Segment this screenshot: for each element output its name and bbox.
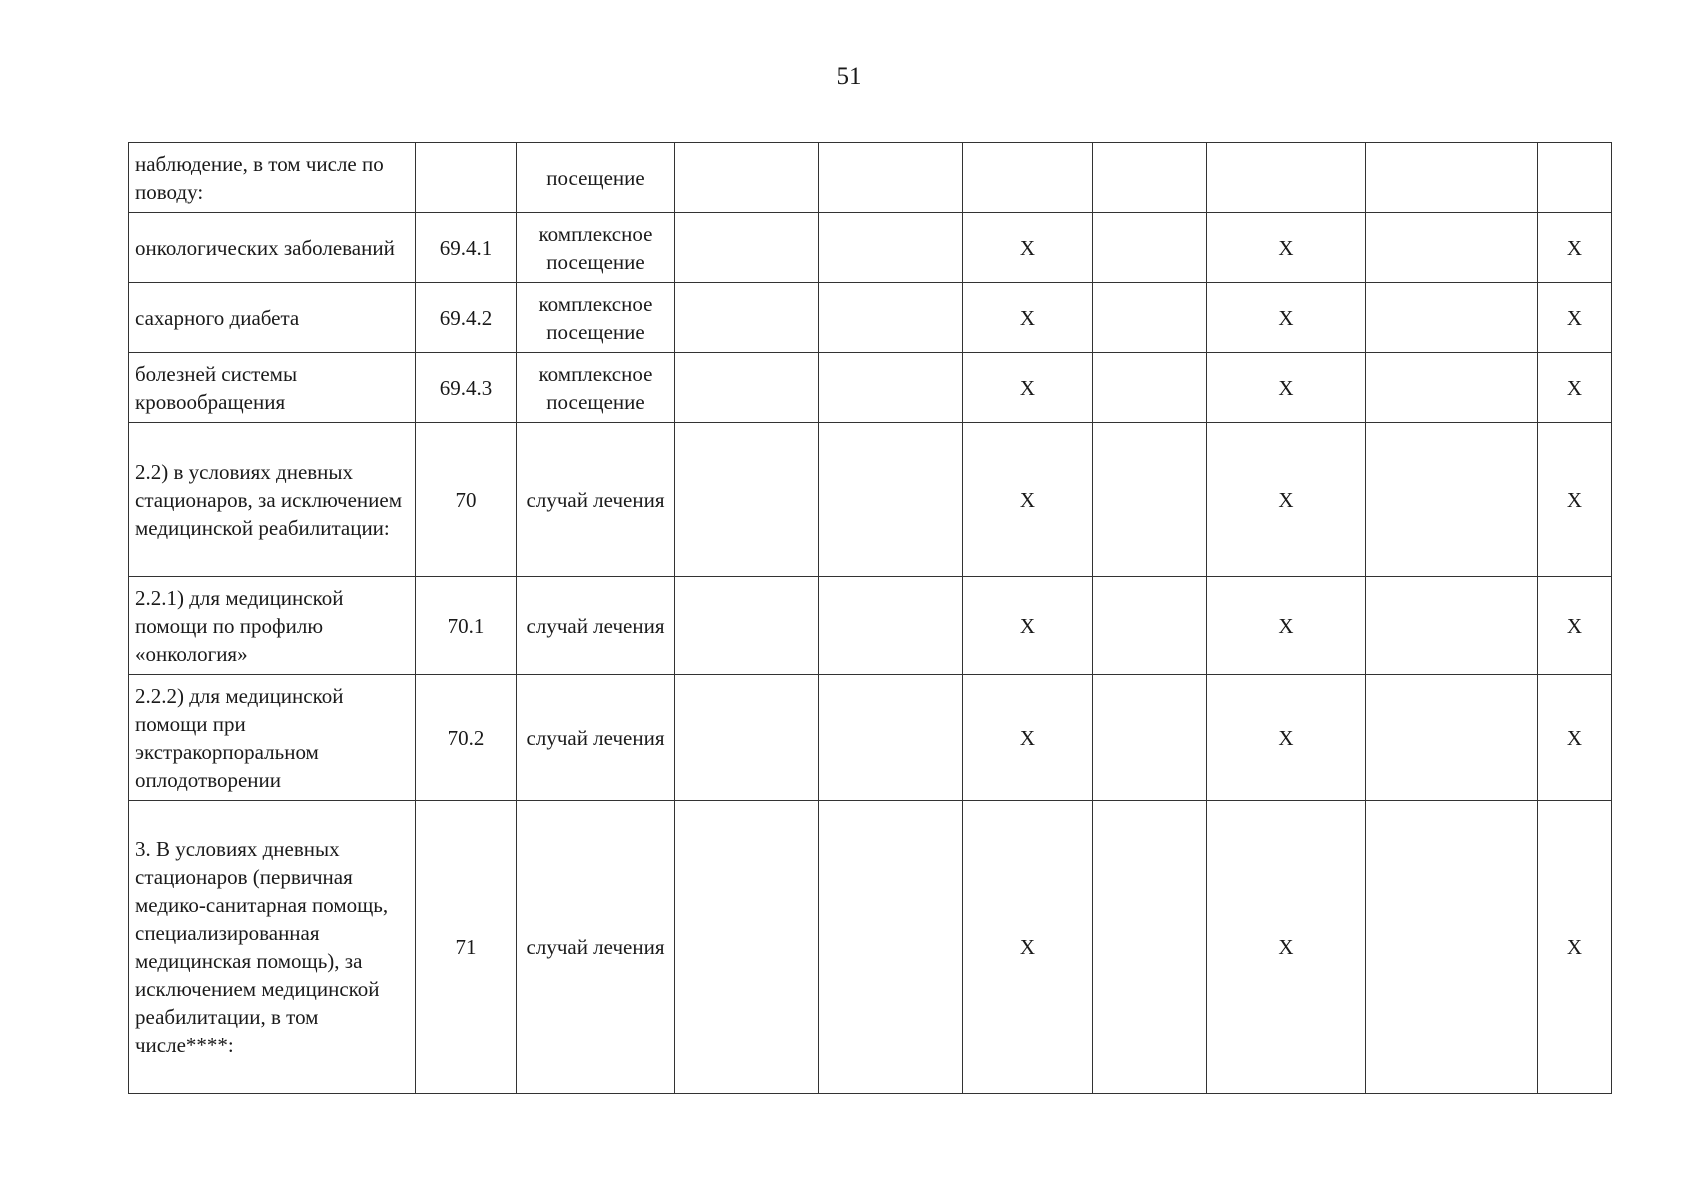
row-value-cell <box>675 801 819 1094</box>
row-value-cell <box>675 577 819 675</box>
row-value-cell: X <box>963 801 1093 1094</box>
row-value-cell <box>1538 143 1612 213</box>
row-code-cell <box>416 143 517 213</box>
row-name-cell: 2.2.2) для медицинской помощи при экстракорпоральном оплодотворении <box>129 675 416 801</box>
row-value-cell <box>1366 801 1538 1094</box>
row-unit-cell: случай лечения <box>517 801 675 1094</box>
row-value-cell <box>1093 353 1207 423</box>
row-value-cell: X <box>1538 675 1612 801</box>
row-value-cell <box>819 213 963 283</box>
page-number: 51 <box>836 63 862 90</box>
table-row <box>129 283 1612 353</box>
row-name-cell: наблюдение, в том числе по поводу: <box>129 143 416 213</box>
row-value-cell: X <box>1207 213 1366 283</box>
row-value-cell <box>1366 577 1538 675</box>
row-value-cell <box>1366 213 1538 283</box>
row-unit-cell: случай лечения <box>517 423 675 577</box>
data-table <box>128 142 1612 1094</box>
row-value-cell <box>1366 675 1538 801</box>
row-value-cell <box>819 283 963 353</box>
row-code-cell: 70.2 <box>416 675 517 801</box>
row-value-cell: X <box>1207 675 1366 801</box>
row-unit-cell: комплексное посещение <box>517 213 675 283</box>
row-value-cell: X <box>963 213 1093 283</box>
row-value-cell <box>819 801 963 1094</box>
row-value-cell <box>1366 423 1538 577</box>
table-row <box>129 423 1612 577</box>
row-value-cell: X <box>963 283 1093 353</box>
table-row <box>129 353 1612 423</box>
row-value-cell <box>1093 213 1207 283</box>
row-value-cell <box>675 675 819 801</box>
table-row <box>129 577 1612 675</box>
row-value-cell <box>819 423 963 577</box>
row-value-cell: X <box>1538 801 1612 1094</box>
row-value-cell <box>819 577 963 675</box>
row-value-cell <box>675 283 819 353</box>
row-value-cell: X <box>1538 423 1612 577</box>
row-name-cell: болезней системы кровообращения <box>129 353 416 423</box>
row-value-cell <box>1366 353 1538 423</box>
row-value-cell: X <box>963 353 1093 423</box>
row-unit-cell: комплексное посещение <box>517 353 675 423</box>
table-row <box>129 213 1612 283</box>
table-body <box>129 143 1612 1094</box>
row-value-cell <box>675 143 819 213</box>
row-value-cell <box>1366 143 1538 213</box>
row-code-cell: 69.4.3 <box>416 353 517 423</box>
row-value-cell: X <box>1207 283 1366 353</box>
row-value-cell: X <box>1207 353 1366 423</box>
row-unit-cell: случай лечения <box>517 675 675 801</box>
row-name-cell: 2.2.1) для медицинской помощи по профилю «онкология» <box>129 577 416 675</box>
row-value-cell <box>675 213 819 283</box>
row-value-cell <box>1093 283 1207 353</box>
table-row <box>129 675 1612 801</box>
row-value-cell: X <box>1538 577 1612 675</box>
row-code-cell: 70.1 <box>416 577 517 675</box>
row-value-cell: X <box>1538 353 1612 423</box>
row-value-cell: X <box>963 423 1093 577</box>
row-value-cell: X <box>1207 577 1366 675</box>
row-value-cell <box>1093 675 1207 801</box>
row-value-cell <box>819 353 963 423</box>
row-value-cell <box>1093 577 1207 675</box>
row-code-cell: 70 <box>416 423 517 577</box>
row-value-cell <box>963 143 1093 213</box>
row-name-cell: онкологических заболеваний <box>129 213 416 283</box>
row-value-cell: X <box>1538 213 1612 283</box>
row-value-cell: X <box>963 577 1093 675</box>
row-name-cell: 3. В условиях дневных стационаров (первичная медико-санитарная помощь, специализированная медицинская помощь), за исключением медицинской реабилитации, в том числе****: <box>129 801 416 1094</box>
row-value-cell <box>1366 283 1538 353</box>
row-value-cell <box>819 675 963 801</box>
row-value-cell <box>675 423 819 577</box>
row-code-cell: 69.4.2 <box>416 283 517 353</box>
row-code-cell: 69.4.1 <box>416 213 517 283</box>
row-value-cell <box>819 143 963 213</box>
row-value-cell <box>1093 143 1207 213</box>
row-unit-cell: комплексное посещение <box>517 283 675 353</box>
row-name-cell: сахарного диабета <box>129 283 416 353</box>
row-value-cell: X <box>963 675 1093 801</box>
row-value-cell: X <box>1207 423 1366 577</box>
row-value-cell: X <box>1207 801 1366 1094</box>
row-unit-cell: случай лечения <box>517 577 675 675</box>
row-value-cell <box>1093 801 1207 1094</box>
row-value-cell <box>675 353 819 423</box>
row-value-cell <box>1207 143 1366 213</box>
row-value-cell <box>1093 423 1207 577</box>
row-name-cell: 2.2) в условиях дневных стационаров, за исключением медицинской реабилитации: <box>129 423 416 577</box>
row-value-cell: X <box>1538 283 1612 353</box>
table-row <box>129 143 1612 213</box>
row-unit-cell: посещение <box>517 143 675 213</box>
table-row <box>129 801 1612 1094</box>
row-code-cell: 71 <box>416 801 517 1094</box>
